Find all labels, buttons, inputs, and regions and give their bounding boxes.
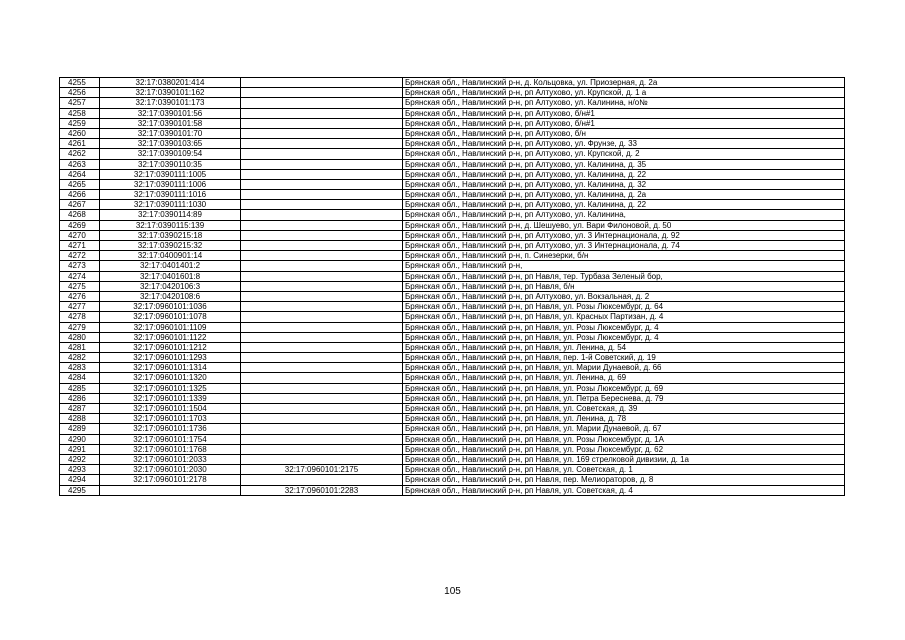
address-cell: Брянская обл., Навлинский р-н, [403,261,845,271]
related-cadastral-number-cell [241,475,403,485]
row-number-cell: 4264 [60,169,100,179]
registry-table-body [60,78,845,496]
table-row [60,281,845,291]
cadastral-number-cell: 32:17:0390111:1005 [100,169,241,179]
row-number-cell: 4265 [60,179,100,189]
address-cell: Брянская обл., Навлинский р-н, рп Навля, ул. 169 стрелковой дивизии, д. 1а [403,454,845,464]
row-number-cell: 4256 [60,88,100,98]
related-cadastral-number-cell [241,281,403,291]
row-number-cell: 4291 [60,444,100,454]
address-cell: Брянская обл., Навлинский р-н, рп Навля, ул. Ленина, д. 54 [403,342,845,352]
address-cell: Брянская обл., Навлинский р-н, п. Синезерки, б/н [403,251,845,261]
registry-table [59,77,845,496]
row-number-cell: 4285 [60,383,100,393]
address-cell: Брянская обл., Навлинский р-н, рп Алтухово, ул. Крупской, д. 2 [403,149,845,159]
related-cadastral-number-cell [241,342,403,352]
table-row [60,291,845,301]
address-cell: Брянская обл., Навлинский р-н, рп Алтухово, б/н#1 [403,108,845,118]
cadastral-number-cell: 32:17:0960101:1122 [100,332,241,342]
related-cadastral-number-cell [241,108,403,118]
row-number-cell: 4270 [60,230,100,240]
cadastral-number-cell: 32:17:0960101:1078 [100,312,241,322]
row-number-cell: 4257 [60,98,100,108]
related-cadastral-number-cell [241,128,403,138]
table-row [60,322,845,332]
address-cell: Брянская обл., Навлинский р-н, рп Навля, ул. Розы Люксембург, д. 4 [403,322,845,332]
cadastral-number-cell: 32:17:0960101:1212 [100,342,241,352]
related-cadastral-number-cell [241,241,403,251]
table-row [60,78,845,88]
row-number-cell: 4266 [60,190,100,200]
cadastral-number-cell: 32:17:0420106:3 [100,281,241,291]
address-cell: Брянская обл., Навлинский р-н, рп Навля, тер. Турбаза Зеленый бор, [403,271,845,281]
table-row [60,139,845,149]
related-cadastral-number-cell [241,434,403,444]
table-row [60,475,845,485]
row-number-cell: 4268 [60,210,100,220]
row-number-cell: 4263 [60,159,100,169]
table-row [60,241,845,251]
table-row [60,342,845,352]
row-number-cell: 4271 [60,241,100,251]
address-cell: Брянская обл., Навлинский р-н, рп Навля, ул. Розы Люксембург, д. 1А [403,434,845,444]
cadastral-number-cell: 32:17:0401401:2 [100,261,241,271]
row-number-cell: 4274 [60,271,100,281]
table-row [60,485,845,495]
table-row [60,373,845,383]
address-cell: Брянская обл., Навлинский р-н, рп Навля, ул. Розы Люксембург, д. 64 [403,302,845,312]
table-row [60,271,845,281]
cadastral-number-cell: 32:17:0960101:1736 [100,424,241,434]
cadastral-number-cell: 32:17:0960101:2033 [100,454,241,464]
row-number-cell: 4267 [60,200,100,210]
table-row [60,118,845,128]
related-cadastral-number-cell [241,159,403,169]
related-cadastral-number-cell [241,78,403,88]
address-cell: Брянская обл., Навлинский р-н, д. Кольцовка, ул. Приозерная, д. 2а [403,78,845,88]
cadastral-number-cell: 32:17:0960101:1703 [100,414,241,424]
row-number-cell: 4276 [60,291,100,301]
related-cadastral-number-cell [241,393,403,403]
related-cadastral-number-cell [241,98,403,108]
table-row [60,128,845,138]
table-row [60,210,845,220]
related-cadastral-number-cell [241,271,403,281]
row-number-cell: 4258 [60,108,100,118]
cadastral-number-cell: 32:17:0390101:162 [100,88,241,98]
cadastral-number-cell: 32:17:0390215:32 [100,241,241,251]
cadastral-number-cell: 32:17:0390103:65 [100,139,241,149]
table-row [60,302,845,312]
table-row [60,353,845,363]
row-number-cell: 4259 [60,118,100,128]
related-cadastral-number-cell [241,179,403,189]
related-cadastral-number-cell [241,353,403,363]
row-number-cell: 4281 [60,342,100,352]
row-number-cell: 4278 [60,312,100,322]
cadastral-number-cell: 32:17:0960101:2178 [100,475,241,485]
related-cadastral-number-cell [241,424,403,434]
related-cadastral-number-cell [241,169,403,179]
cadastral-number-cell: 32:17:0960101:2030 [100,465,241,475]
table-row [60,179,845,189]
address-cell: Брянская обл., Навлинский р-н, рп Навля, ул. Советская, д. 1 [403,465,845,475]
related-cadastral-number-cell [241,404,403,414]
row-number-cell: 4279 [60,322,100,332]
row-number-cell: 4269 [60,220,100,230]
address-cell: Брянская обл., Навлинский р-н, рп Алтухово, б/н#1 [403,118,845,128]
table-row [60,108,845,118]
cadastral-number-cell: 32:17:0960101:1293 [100,353,241,363]
table-row [60,444,845,454]
address-cell: Брянская обл., Навлинский р-н, рп Навля, ул. Розы Люксембург, д. 62 [403,444,845,454]
table-row [60,251,845,261]
row-number-cell: 4272 [60,251,100,261]
table-row [60,200,845,210]
table-row [60,424,845,434]
address-cell: Брянская обл., Навлинский р-н, рп Алтухово, ул. 3 Интернационала, д. 74 [403,241,845,251]
row-number-cell: 4294 [60,475,100,485]
row-number-cell: 4292 [60,454,100,464]
related-cadastral-number-cell [241,302,403,312]
cadastral-number-cell: 32:17:0960101:1339 [100,393,241,403]
row-number-cell: 4262 [60,149,100,159]
cadastral-number-cell: 32:17:0390111:1030 [100,200,241,210]
row-number-cell: 4273 [60,261,100,271]
cadastral-number-cell: 32:17:0401601:8 [100,271,241,281]
row-number-cell: 4284 [60,373,100,383]
table-row [60,454,845,464]
table-row [60,159,845,169]
cadastral-number-cell: 32:17:0390101:58 [100,118,241,128]
address-cell: Брянская обл., Навлинский р-н, рп Навля, ул. Марии Дунаевой, д. 67 [403,424,845,434]
cadastral-number-cell: 32:17:0960101:1325 [100,383,241,393]
row-number-cell: 4286 [60,393,100,403]
table-row [60,363,845,373]
address-cell: Брянская обл., Навлинский р-н, рп Алтухово, ул. Калинина, д. 35 [403,159,845,169]
row-number-cell: 4288 [60,414,100,424]
address-cell: Брянская обл., Навлинский р-н, рп Навля, ул. Розы Люксембург, д. 69 [403,383,845,393]
table-row [60,149,845,159]
related-cadastral-number-cell [241,220,403,230]
row-number-cell: 4290 [60,434,100,444]
address-cell: Брянская обл., Навлинский р-н, рп Навля, ул. Советская, д. 39 [403,404,845,414]
table-row [60,261,845,271]
address-cell: Брянская обл., Навлинский р-н, рп Навля, ул. Ленина, д. 69 [403,373,845,383]
row-number-cell: 4255 [60,78,100,88]
cadastral-number-cell: 32:17:0390109:54 [100,149,241,159]
address-cell: Брянская обл., Навлинский р-н, д. Шешуево, ул. Вари Филоновой, д. 50 [403,220,845,230]
row-number-cell: 4287 [60,404,100,414]
cadastral-number-cell: 32:17:0400901:14 [100,251,241,261]
related-cadastral-number-cell [241,383,403,393]
row-number-cell: 4261 [60,139,100,149]
address-cell: Брянская обл., Навлинский р-н, рп Алтухово, ул. Крупской, д. 1 а [403,88,845,98]
cadastral-number-cell: 32:17:0960101:1314 [100,363,241,373]
table-row [60,312,845,322]
row-number-cell: 4277 [60,302,100,312]
cadastral-number-cell: 32:17:0390114:89 [100,210,241,220]
related-cadastral-number-cell [241,149,403,159]
address-cell: Брянская обл., Навлинский р-н, рп Алтухово, ул. Фрунзе, д. 33 [403,139,845,149]
cadastral-number-cell: 32:17:0390101:173 [100,98,241,108]
cadastral-number-cell: 32:17:0390111:1006 [100,179,241,189]
cadastral-number-cell: 32:17:0390101:56 [100,108,241,118]
related-cadastral-number-cell [241,291,403,301]
row-number-cell: 4283 [60,363,100,373]
address-cell: Брянская обл., Навлинский р-н, рп Алтухово, ул. Калинина, д. 32 [403,179,845,189]
cadastral-number-cell: 32:17:0960101:1754 [100,434,241,444]
row-number-cell: 4282 [60,353,100,363]
table-row [60,88,845,98]
cadastral-number-cell: 32:17:0420108:6 [100,291,241,301]
table-row [60,332,845,342]
cadastral-number-cell: 32:17:0960101:1768 [100,444,241,454]
address-cell: Брянская обл., Навлинский р-н, рп Алтухово, ул. Вокзальная, д. 2 [403,291,845,301]
related-cadastral-number-cell [241,373,403,383]
related-cadastral-number-cell [241,190,403,200]
related-cadastral-number-cell: 32:17:0960101:2175 [241,465,403,475]
address-cell: Брянская обл., Навлинский р-н, рп Навля, пер. 1-й Советский, д. 19 [403,353,845,363]
related-cadastral-number-cell [241,118,403,128]
related-cadastral-number-cell [241,210,403,220]
row-number-cell: 4293 [60,465,100,475]
row-number-cell: 4260 [60,128,100,138]
related-cadastral-number-cell [241,444,403,454]
table-row [60,98,845,108]
cadastral-number-cell: 32:17:0960101:1504 [100,404,241,414]
address-cell: Брянская обл., Навлинский р-н, рп Алтухово, ул. Калинина, д. 2а [403,190,845,200]
address-cell: Брянская обл., Навлинский р-н, рп Алтухово, ул. Калинина, д. 22 [403,200,845,210]
cadastral-number-cell: 32:17:0390115:139 [100,220,241,230]
related-cadastral-number-cell [241,261,403,271]
related-cadastral-number-cell [241,322,403,332]
table-row [60,220,845,230]
page-number: 105 [444,586,461,597]
address-cell: Брянская обл., Навлинский р-н, рп Навля, ул. Розы Люксембург, д. 4 [403,332,845,342]
row-number-cell: 4280 [60,332,100,342]
row-number-cell: 4295 [60,485,100,495]
related-cadastral-number-cell [241,200,403,210]
address-cell: Брянская обл., Навлинский р-н, рп Навля, б/н [403,281,845,291]
table-row [60,393,845,403]
address-cell: Брянская обл., Навлинский р-н, рп Навля, ул. Марии Дунаевой, д. 66 [403,363,845,373]
related-cadastral-number-cell [241,139,403,149]
related-cadastral-number-cell [241,363,403,373]
cadastral-number-cell: 32:17:0960101:1036 [100,302,241,312]
cadastral-number-cell: 32:17:0390110:35 [100,159,241,169]
cadastral-number-cell: 32:17:0380201:414 [100,78,241,88]
related-cadastral-number-cell [241,251,403,261]
table-row [60,383,845,393]
related-cadastral-number-cell [241,88,403,98]
address-cell: Брянская обл., Навлинский р-н, рп Алтухово, ул. Калинина, д. 22 [403,169,845,179]
related-cadastral-number-cell [241,230,403,240]
address-cell: Брянская обл., Навлинский р-н, рп Навля, ул. Красных Партизан, д. 4 [403,312,845,322]
address-cell: Брянская обл., Навлинский р-н, рп Алтухово, ул. Калинина, [403,210,845,220]
cadastral-number-cell: 32:17:0390111:1016 [100,190,241,200]
address-cell: Брянская обл., Навлинский р-н, рп Навля, ул. Петра Береснева, д. 79 [403,393,845,403]
address-cell: Брянская обл., Навлинский р-н, рп Навля, ул. Советская, д. 4 [403,485,845,495]
address-cell: Брянская обл., Навлинский р-н, рп Навля, ул. Ленина, д. 78 [403,414,845,424]
table-row [60,230,845,240]
address-cell: Брянская обл., Навлинский р-н, рп Алтухово, ул. Калинина, н/о№ [403,98,845,108]
related-cadastral-number-cell [241,332,403,342]
related-cadastral-number-cell: 32:17:0960101:2283 [241,485,403,495]
table-row [60,169,845,179]
related-cadastral-number-cell [241,454,403,464]
row-number-cell: 4289 [60,424,100,434]
address-cell: Брянская обл., Навлинский р-н, рп Алтухово, б/н [403,128,845,138]
cadastral-number-cell: 32:17:0390101:70 [100,128,241,138]
table-row [60,414,845,424]
table-row [60,465,845,475]
cadastral-number-cell: 32:17:0960101:1109 [100,322,241,332]
cadastral-number-cell [100,485,241,495]
table-row [60,190,845,200]
table-row [60,404,845,414]
related-cadastral-number-cell [241,312,403,322]
address-cell: Брянская обл., Навлинский р-н, рп Навля, пер. Мелиораторов, д. 8 [403,475,845,485]
address-cell: Брянская обл., Навлинский р-н, рп Алтухово, ул. 3 Интернационала, д. 92 [403,230,845,240]
related-cadastral-number-cell [241,414,403,424]
table-row [60,434,845,444]
row-number-cell: 4275 [60,281,100,291]
cadastral-number-cell: 32:17:0390215:18 [100,230,241,240]
cadastral-number-cell: 32:17:0960101:1320 [100,373,241,383]
